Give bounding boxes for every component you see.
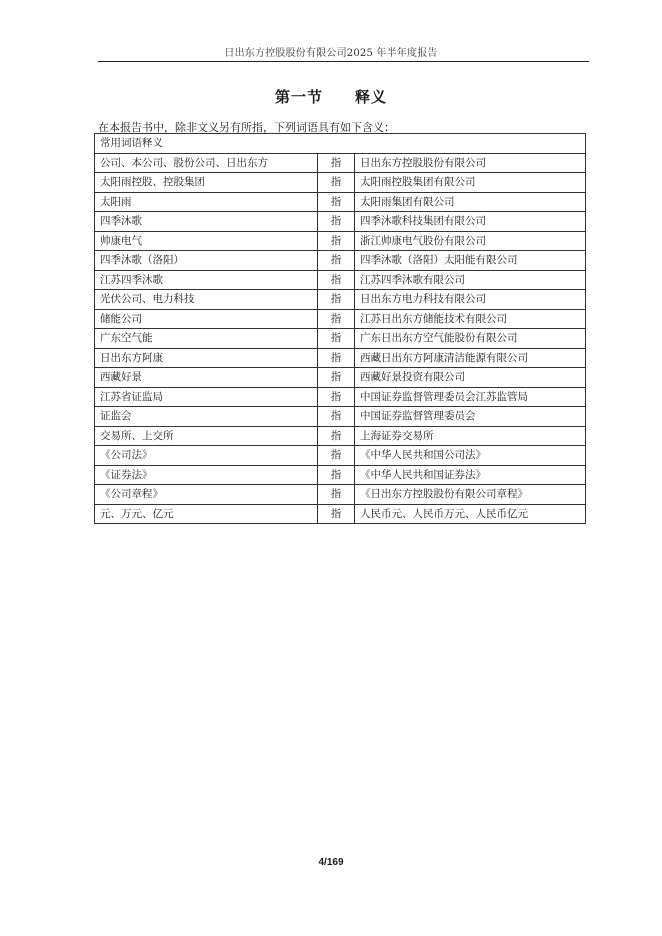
refers-to-cell: 指 <box>318 407 355 427</box>
table-caption: 常用词语释义 <box>95 134 586 154</box>
definition-cell: 上海证券交易所 <box>355 426 586 446</box>
table-caption-row <box>95 134 586 154</box>
term-cell: 太阳雨控股、控股集团 <box>95 173 318 193</box>
definition-cell: 四季沐歌科技集团有限公司 <box>355 212 586 232</box>
refers-to-cell: 指 <box>318 251 355 271</box>
table-row <box>95 251 586 271</box>
table-row <box>95 465 586 485</box>
table-row <box>95 504 586 524</box>
term-cell: 日出东方阿康 <box>95 348 318 368</box>
definition-cell: 广东日出东方空气能股份有限公司 <box>355 329 586 349</box>
definition-cell: 《日出东方控股股份有限公司章程》 <box>355 485 586 505</box>
table-row <box>95 173 586 193</box>
term-cell: 《公司章程》 <box>95 485 318 505</box>
table-row <box>95 426 586 446</box>
definition-cell: 江苏日出东方储能技术有限公司 <box>355 309 586 329</box>
refers-to-cell: 指 <box>318 309 355 329</box>
refers-to-cell: 指 <box>318 329 355 349</box>
term-cell: 公司、本公司、股份公司、日出东方 <box>95 153 318 173</box>
term-cell: 江苏省证监局 <box>95 387 318 407</box>
table-row <box>95 485 586 505</box>
refers-to-cell: 指 <box>318 348 355 368</box>
refers-to-cell: 指 <box>318 446 355 466</box>
term-cell: 广东空气能 <box>95 329 318 349</box>
definition-cell: 中国证券监督管理委员会 <box>355 407 586 427</box>
table-row <box>95 231 586 251</box>
term-cell: 《公司法》 <box>95 446 318 466</box>
definition-cell: 《中华人民共和国公司法》 <box>355 446 586 466</box>
page-number: 4/169 <box>318 857 344 868</box>
definitions-table <box>94 133 586 524</box>
definition-cell: 日出东方电力科技有限公司 <box>355 290 586 310</box>
refers-to-cell: 指 <box>318 153 355 173</box>
definition-cell: 《中华人民共和国证券法》 <box>355 465 586 485</box>
refers-to-cell: 指 <box>318 387 355 407</box>
refers-to-cell: 指 <box>318 173 355 193</box>
page-header: 日出东方控股股份有限公司2025 年半年度报告 <box>224 48 438 59</box>
term-cell: 西藏好景 <box>95 368 318 388</box>
refers-to-cell: 指 <box>318 270 355 290</box>
definition-cell: 日出东方控股股份有限公司 <box>355 153 586 173</box>
refers-to-cell: 指 <box>318 485 355 505</box>
refers-to-cell: 指 <box>318 504 355 524</box>
table-row <box>95 212 586 232</box>
definition-cell: 人民币元、人民币万元、人民币亿元 <box>355 504 586 524</box>
definition-cell: 西藏日出东方阿康清洁能源有限公司 <box>355 348 586 368</box>
table-row <box>95 290 586 310</box>
definition-cell: 四季沐歌（洛阳）太阳能有限公司 <box>355 251 586 271</box>
definition-cell: 太阳雨控股集团有限公司 <box>355 173 586 193</box>
table-row <box>95 446 586 466</box>
refers-to-cell: 指 <box>318 212 355 232</box>
table-row <box>95 329 586 349</box>
definition-cell: 太阳雨集团有限公司 <box>355 192 586 212</box>
refers-to-cell: 指 <box>318 192 355 212</box>
refers-to-cell: 指 <box>318 290 355 310</box>
term-cell: 储能公司 <box>95 309 318 329</box>
table-row <box>95 348 586 368</box>
definition-cell: 江苏四季沐歌有限公司 <box>355 270 586 290</box>
term-cell: 交易所、上交所 <box>95 426 318 446</box>
intro-text: 在本报告书中，除非文义另有所指，下列词语具有如下含义： <box>98 121 395 134</box>
section-title: 第一节 释义 <box>274 88 387 106</box>
refers-to-cell: 指 <box>318 368 355 388</box>
table-row <box>95 387 586 407</box>
term-cell: 四季沐歌（洛阳） <box>95 251 318 271</box>
refers-to-cell: 指 <box>318 426 355 446</box>
term-cell: 太阳雨 <box>95 192 318 212</box>
header-divider <box>98 61 589 62</box>
definition-cell: 浙江帅康电气股份有限公司 <box>355 231 586 251</box>
term-cell: 元、万元、亿元 <box>95 504 318 524</box>
table-row <box>95 270 586 290</box>
term-cell: 证监会 <box>95 407 318 427</box>
definition-cell: 西藏好景投资有限公司 <box>355 368 586 388</box>
table-row <box>95 368 586 388</box>
refers-to-cell: 指 <box>318 465 355 485</box>
term-cell: 四季沐歌 <box>95 212 318 232</box>
term-cell: 光伏公司、电力科技 <box>95 290 318 310</box>
definition-cell: 中国证券监督管理委员会江苏监管局 <box>355 387 586 407</box>
table-row <box>95 153 586 173</box>
term-cell: 江苏四季沐歌 <box>95 270 318 290</box>
table-row <box>95 192 586 212</box>
table-row <box>95 309 586 329</box>
refers-to-cell: 指 <box>318 231 355 251</box>
table-row <box>95 407 586 427</box>
term-cell: 《证券法》 <box>95 465 318 485</box>
term-cell: 帅康电气 <box>95 231 318 251</box>
